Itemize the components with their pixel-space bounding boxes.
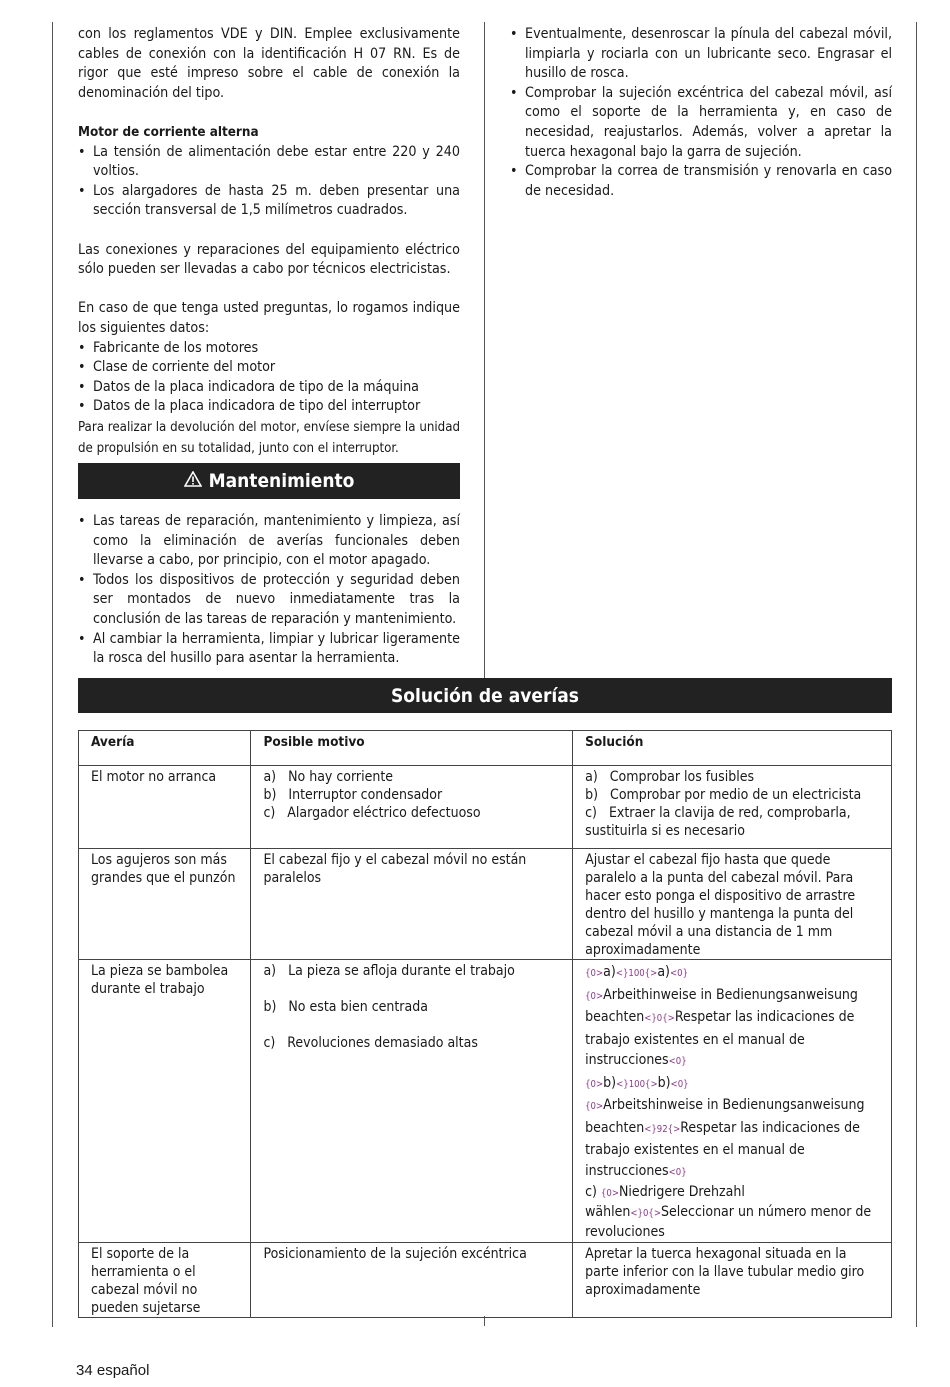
list-item: • Datos de la placa indicadora de tipo del interruptor: [78, 397, 460, 417]
cause-item: c) Revoluciones demasiado altas: [263, 1035, 478, 1051]
fault-cell: Los agujeros son más grandes que el punzón: [91, 852, 236, 886]
list-item: • Fabricante de los motores: [78, 339, 460, 359]
right-margin-rule: [916, 22, 917, 1327]
list-item: • La tensión de alimentación debe estar entre 220 y 240 voltios.: [78, 143, 460, 182]
warning-icon: [184, 470, 202, 492]
maintenance-list: [78, 512, 460, 669]
solution-cell: Apretar la tuerca hexagonal situada en la parte inferior con la llave tubular medio giro aproximadamente: [585, 1246, 865, 1298]
list-item: • Eventualmente, desenroscar la pínula del cabezal móvil, limpiarla y rociarla con un lubricante seco. Engrasar el husillo de rosca.: [510, 25, 892, 84]
right-column: [510, 25, 892, 201]
list-item: • Al cambiar la herramienta, limpiar y lubricar ligeramente la rosca del husillo para asentar la herramienta.: [78, 630, 460, 669]
page-footer: 34 español: [76, 1362, 150, 1379]
cause-item: a) No hay corriente: [263, 769, 394, 785]
list-item: • Comprobar la correa de transmisión y renovarla en caso de necesidad.: [510, 162, 892, 201]
solution-item: a) Comprobar los fusibles: [585, 769, 755, 785]
cause-cell: El cabezal fijo y el cabezal móvil no están paralelos: [263, 852, 527, 886]
cause-item: c) Alargador eléctrico defectuoso: [263, 805, 481, 821]
maintenance-title: Mantenimiento: [208, 470, 355, 492]
solution-item: b) Comprobar por medio de un electricista: [585, 787, 862, 803]
fault-cell: La pieza se bambolea durante el trabajo: [91, 963, 229, 997]
fault-cell: El soporte de la herramienta o el cabezal móvil no pueden sujetarse: [91, 1246, 201, 1316]
list-item: • Los alargadores de hasta 25 m. deben presentar una sección transversal de 1,5 milímetros cuadrados.: [78, 182, 460, 221]
paragraph-return: Para realizar la devolución del motor, envíese siempre la unidad de propulsión en su totalidad, junto con el interruptor.: [78, 419, 460, 456]
paragraph-cables: con los reglamentos VDE y DIN. Emplee exclusivamente cables de conexión con la identificación H 07 RN. Es de rigor que esté impreso sobre el cable de conexión la denominación del tipo.: [78, 26, 460, 101]
table-header-row: [79, 731, 892, 766]
column-divider: [484, 22, 485, 678]
troubleshooting-title: Solución de averías: [391, 684, 579, 707]
left-column: [78, 25, 460, 459]
table-row: [79, 849, 892, 960]
left-margin-rule: [52, 22, 53, 1327]
solution-cell-tagged: {0>a)<}100{>a)<0} {0>Arbeithinweise in Bedienungsanweisung beachten<}0{>Respetar las indicaciones de trabajo existentes en el manual de instrucciones<0} {0>b)<}100{>b)<0} {0>Arbeitshinweise in Bedienungsanweisung beachten<}92{>Respetar las indicaciones de trabajo existentes en el manual de instrucciones<0} c) {0>Niedrigere Drehzahl wählen<}0{>Seleccionar un número menor de revoluciones: [573, 960, 892, 1243]
list-item: • Todos los dispositivos de protección y seguridad deben ser montados de nuevo inmediatamente tras la conclusión de las tareas de reparación y mantenimiento.: [78, 571, 460, 630]
table-row: [79, 766, 892, 849]
column-header: Solución: [573, 731, 892, 766]
cause-item: b) No esta bien centrada: [263, 999, 428, 1015]
troubleshooting-heading-bar: [78, 678, 892, 713]
motor-heading: Motor de corriente alterna: [78, 124, 259, 140]
solution-cell: Ajustar el cabezal fijo hasta que quede paralelo a la punta del cabezal móvil. Para hacer esto ponga el dispositivo de arrastre dentro del husillo y mantenga la punta del cabezal móvil a una distancia de 1 mm aproximadamente: [585, 852, 856, 958]
troubleshooting-table: [78, 730, 892, 1318]
cause-item: b) Interruptor condensador: [263, 787, 443, 803]
maintenance-heading-bar: [78, 463, 460, 499]
column-header: Avería: [79, 731, 251, 766]
paragraph-questions: En caso de que tenga usted preguntas, lo rogamos indique los siguientes datos:: [78, 300, 460, 336]
column-header: Posible motivo: [251, 731, 573, 766]
list-item: • Clase de corriente del motor: [78, 358, 460, 378]
cause-cell: Posicionamiento de la sujeción excéntrica: [263, 1246, 527, 1262]
list-item: • Las tareas de reparación, mantenimiento y limpieza, así como la eliminación de averías funcionales deben llevarse a cabo, por principio, con el motor apagado.: [78, 512, 460, 571]
list-item: • Comprobar la sujeción excéntrica del cabezal móvil, así como el soporte de la herramienta y, en caso de necesidad, reajustarlos. Además, volver a apretar la tuerca hexagonal bajo la garra de sujeción.: [510, 84, 892, 162]
fault-cell: El motor no arranca: [91, 769, 217, 785]
cause-item: a) La pieza se afloja durante el trabajo: [263, 963, 515, 979]
solution-item: c) Extraer la clavija de red, comprobarla, sustituirla si es necesario: [585, 805, 855, 839]
table-row: [79, 1243, 892, 1318]
list-item: • Datos de la placa indicadora de tipo de la máquina: [78, 378, 460, 398]
table-row: [79, 960, 892, 1243]
paragraph-electricians: Las conexiones y reparaciones del equipamiento eléctrico sólo pueden ser llevadas a cabo por técnicos electricistas.: [78, 241, 460, 278]
